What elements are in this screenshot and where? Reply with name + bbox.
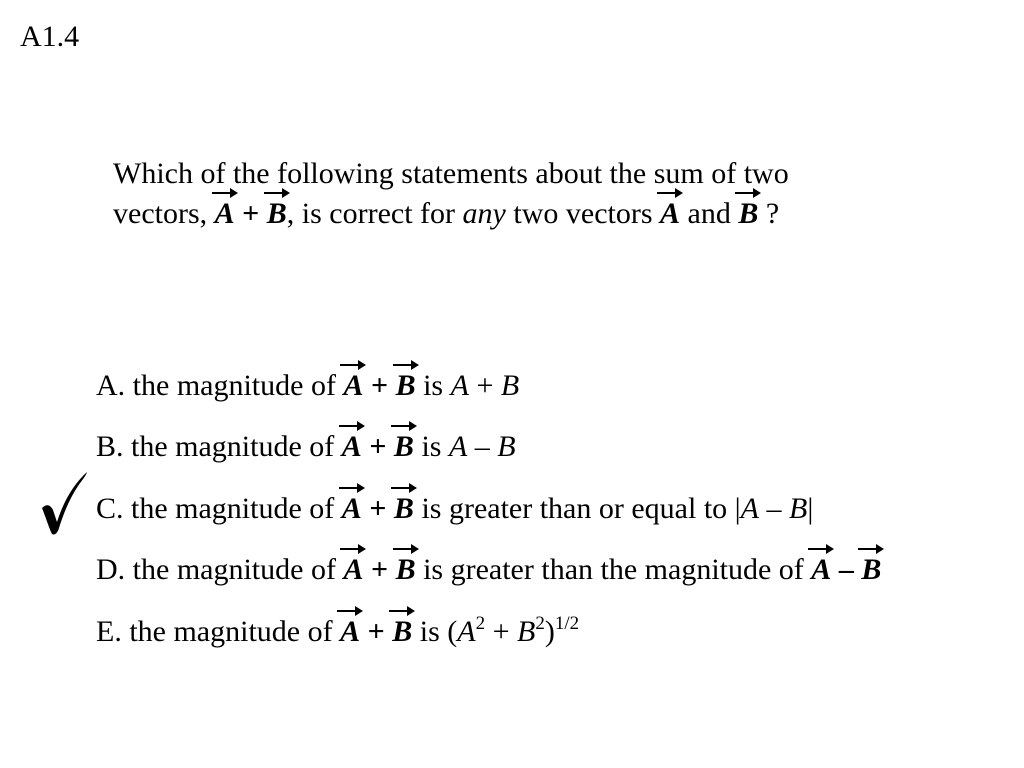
vector-b: B bbox=[396, 550, 416, 590]
option-label: D. the magnitude of bbox=[96, 553, 344, 586]
vector-a: A bbox=[340, 612, 360, 652]
vector-a: A bbox=[342, 427, 362, 467]
question-line-2 bbox=[113, 194, 789, 234]
option-c[interactable] bbox=[96, 489, 813, 529]
vector-a: A bbox=[215, 194, 235, 234]
question-mid2: two vectors bbox=[505, 197, 661, 230]
scalar-b: B bbox=[497, 430, 516, 463]
scalar-a: A bbox=[457, 615, 476, 648]
operator: – bbox=[467, 430, 498, 463]
question-text bbox=[113, 154, 789, 234]
vector-b: B bbox=[738, 194, 758, 234]
vector-a: A bbox=[343, 366, 363, 406]
scalar-a: A bbox=[450, 369, 469, 402]
vector-a: A bbox=[342, 489, 362, 529]
exponent: 2 bbox=[475, 613, 486, 634]
option-b[interactable] bbox=[96, 427, 516, 467]
option-is: is greater than or equal to | bbox=[413, 492, 741, 525]
vector-a: A bbox=[811, 550, 831, 590]
plus-sign: + bbox=[234, 197, 267, 230]
vector-a: A bbox=[660, 194, 680, 234]
question-mid: , is correct for bbox=[286, 197, 463, 230]
exponent-half: 1/2 bbox=[554, 613, 580, 634]
option-a[interactable] bbox=[96, 366, 519, 406]
scalar-b: B bbox=[517, 615, 536, 648]
scalar-a: A bbox=[448, 430, 468, 463]
minus-sign: – bbox=[831, 553, 862, 586]
plus-sign: + bbox=[363, 369, 396, 402]
plus-sign: + bbox=[361, 430, 394, 463]
vector-b: B bbox=[392, 612, 412, 652]
scalar-a: A bbox=[740, 492, 759, 525]
plus-sign: + bbox=[363, 553, 396, 586]
vector-b: B bbox=[394, 427, 414, 467]
option-label: E. the magnitude of bbox=[96, 615, 341, 648]
vector-a: A bbox=[343, 550, 363, 590]
option-d[interactable] bbox=[96, 550, 881, 590]
option-is: is bbox=[415, 369, 451, 402]
exponent: 2 bbox=[535, 613, 545, 634]
checkmark-icon bbox=[40, 470, 88, 542]
option-e[interactable] bbox=[96, 612, 579, 652]
question-prefix: vectors, bbox=[113, 197, 215, 230]
operator: + bbox=[468, 369, 501, 402]
vector-b: B bbox=[396, 366, 416, 406]
vector-b: B bbox=[394, 489, 414, 529]
option-is: is greater than the magnitude of bbox=[415, 553, 812, 586]
option-label: C. the magnitude of bbox=[96, 492, 342, 525]
scalar-b: B bbox=[500, 369, 520, 402]
operator: + bbox=[485, 615, 517, 648]
option-is: is bbox=[413, 430, 449, 463]
question-end: ? bbox=[758, 197, 780, 230]
slide-number: A1.4 bbox=[20, 20, 80, 53]
vector-b: B bbox=[861, 550, 881, 590]
paren-close: ) bbox=[544, 615, 555, 648]
plus-sign: + bbox=[360, 615, 393, 648]
operator: – bbox=[758, 492, 789, 525]
question-and: and bbox=[680, 197, 739, 230]
option-is: is ( bbox=[412, 615, 458, 648]
question-emphasis: any bbox=[462, 197, 506, 230]
option-label: A. the magnitude of bbox=[96, 369, 344, 402]
abs-close: | bbox=[807, 492, 814, 525]
plus-sign: + bbox=[361, 492, 394, 525]
option-label: B. the magnitude of bbox=[96, 430, 342, 463]
scalar-b: B bbox=[788, 492, 808, 525]
question-line-1: Which of the following statements about the sum of two bbox=[113, 157, 789, 190]
vector-b: B bbox=[267, 194, 287, 234]
